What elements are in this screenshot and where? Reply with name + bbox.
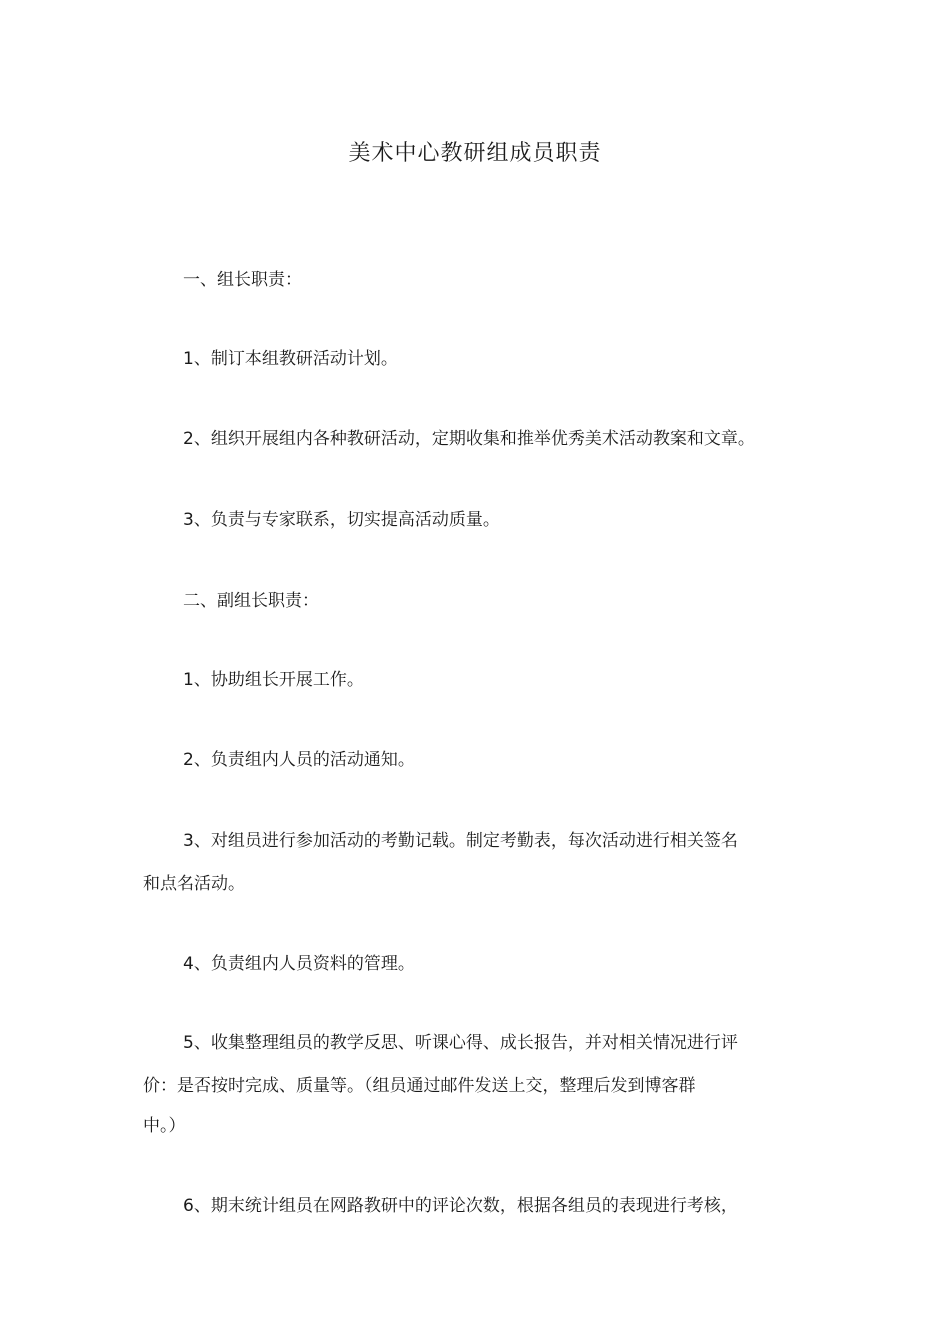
section1-item-2: 2、组织开展组内各种教研活动，定期收集和推举优秀美术活动教案和文章。 [183,429,755,449]
section2-item-3-line2: 和点名活动。 [143,874,245,894]
section2-item-5-line2: 价：是否按时完成、质量等。（组员通过邮件发送上交，整理后发到博客群 [143,1076,696,1096]
section2-item-5-line3: 中。） [143,1116,186,1136]
section2-item-3-line1: 3、对组员进行参加活动的考勤记载。制定考勤表，每次活动进行相关签名 [183,831,738,851]
section2-item-5-line1: 5、收集整理组员的教学反思、听课心得、成长报告，并对相关情况进行评 [183,1033,738,1053]
section2-heading: 二、副组长职责： [183,591,319,611]
document-title: 美术中心教研组成员职责 [348,141,602,166]
section1-heading: 一、组长职责： [183,270,302,290]
section1-item-1: 1、制订本组教研活动计划。 [183,349,398,369]
section1-item-3: 3、负责与专家联系，切实提高活动质量。 [183,510,500,530]
section2-item-2: 2、负责组内人员的活动通知。 [183,750,415,770]
section2-item-4: 4、负责组内人员资料的管理。 [183,954,415,974]
section2-item-1: 1、协助组长开展工作。 [183,670,364,690]
section2-item-6-line1: 6、期末统计组员在网路教研中的评论次数，根据各组员的表现进行考核， [183,1196,738,1216]
